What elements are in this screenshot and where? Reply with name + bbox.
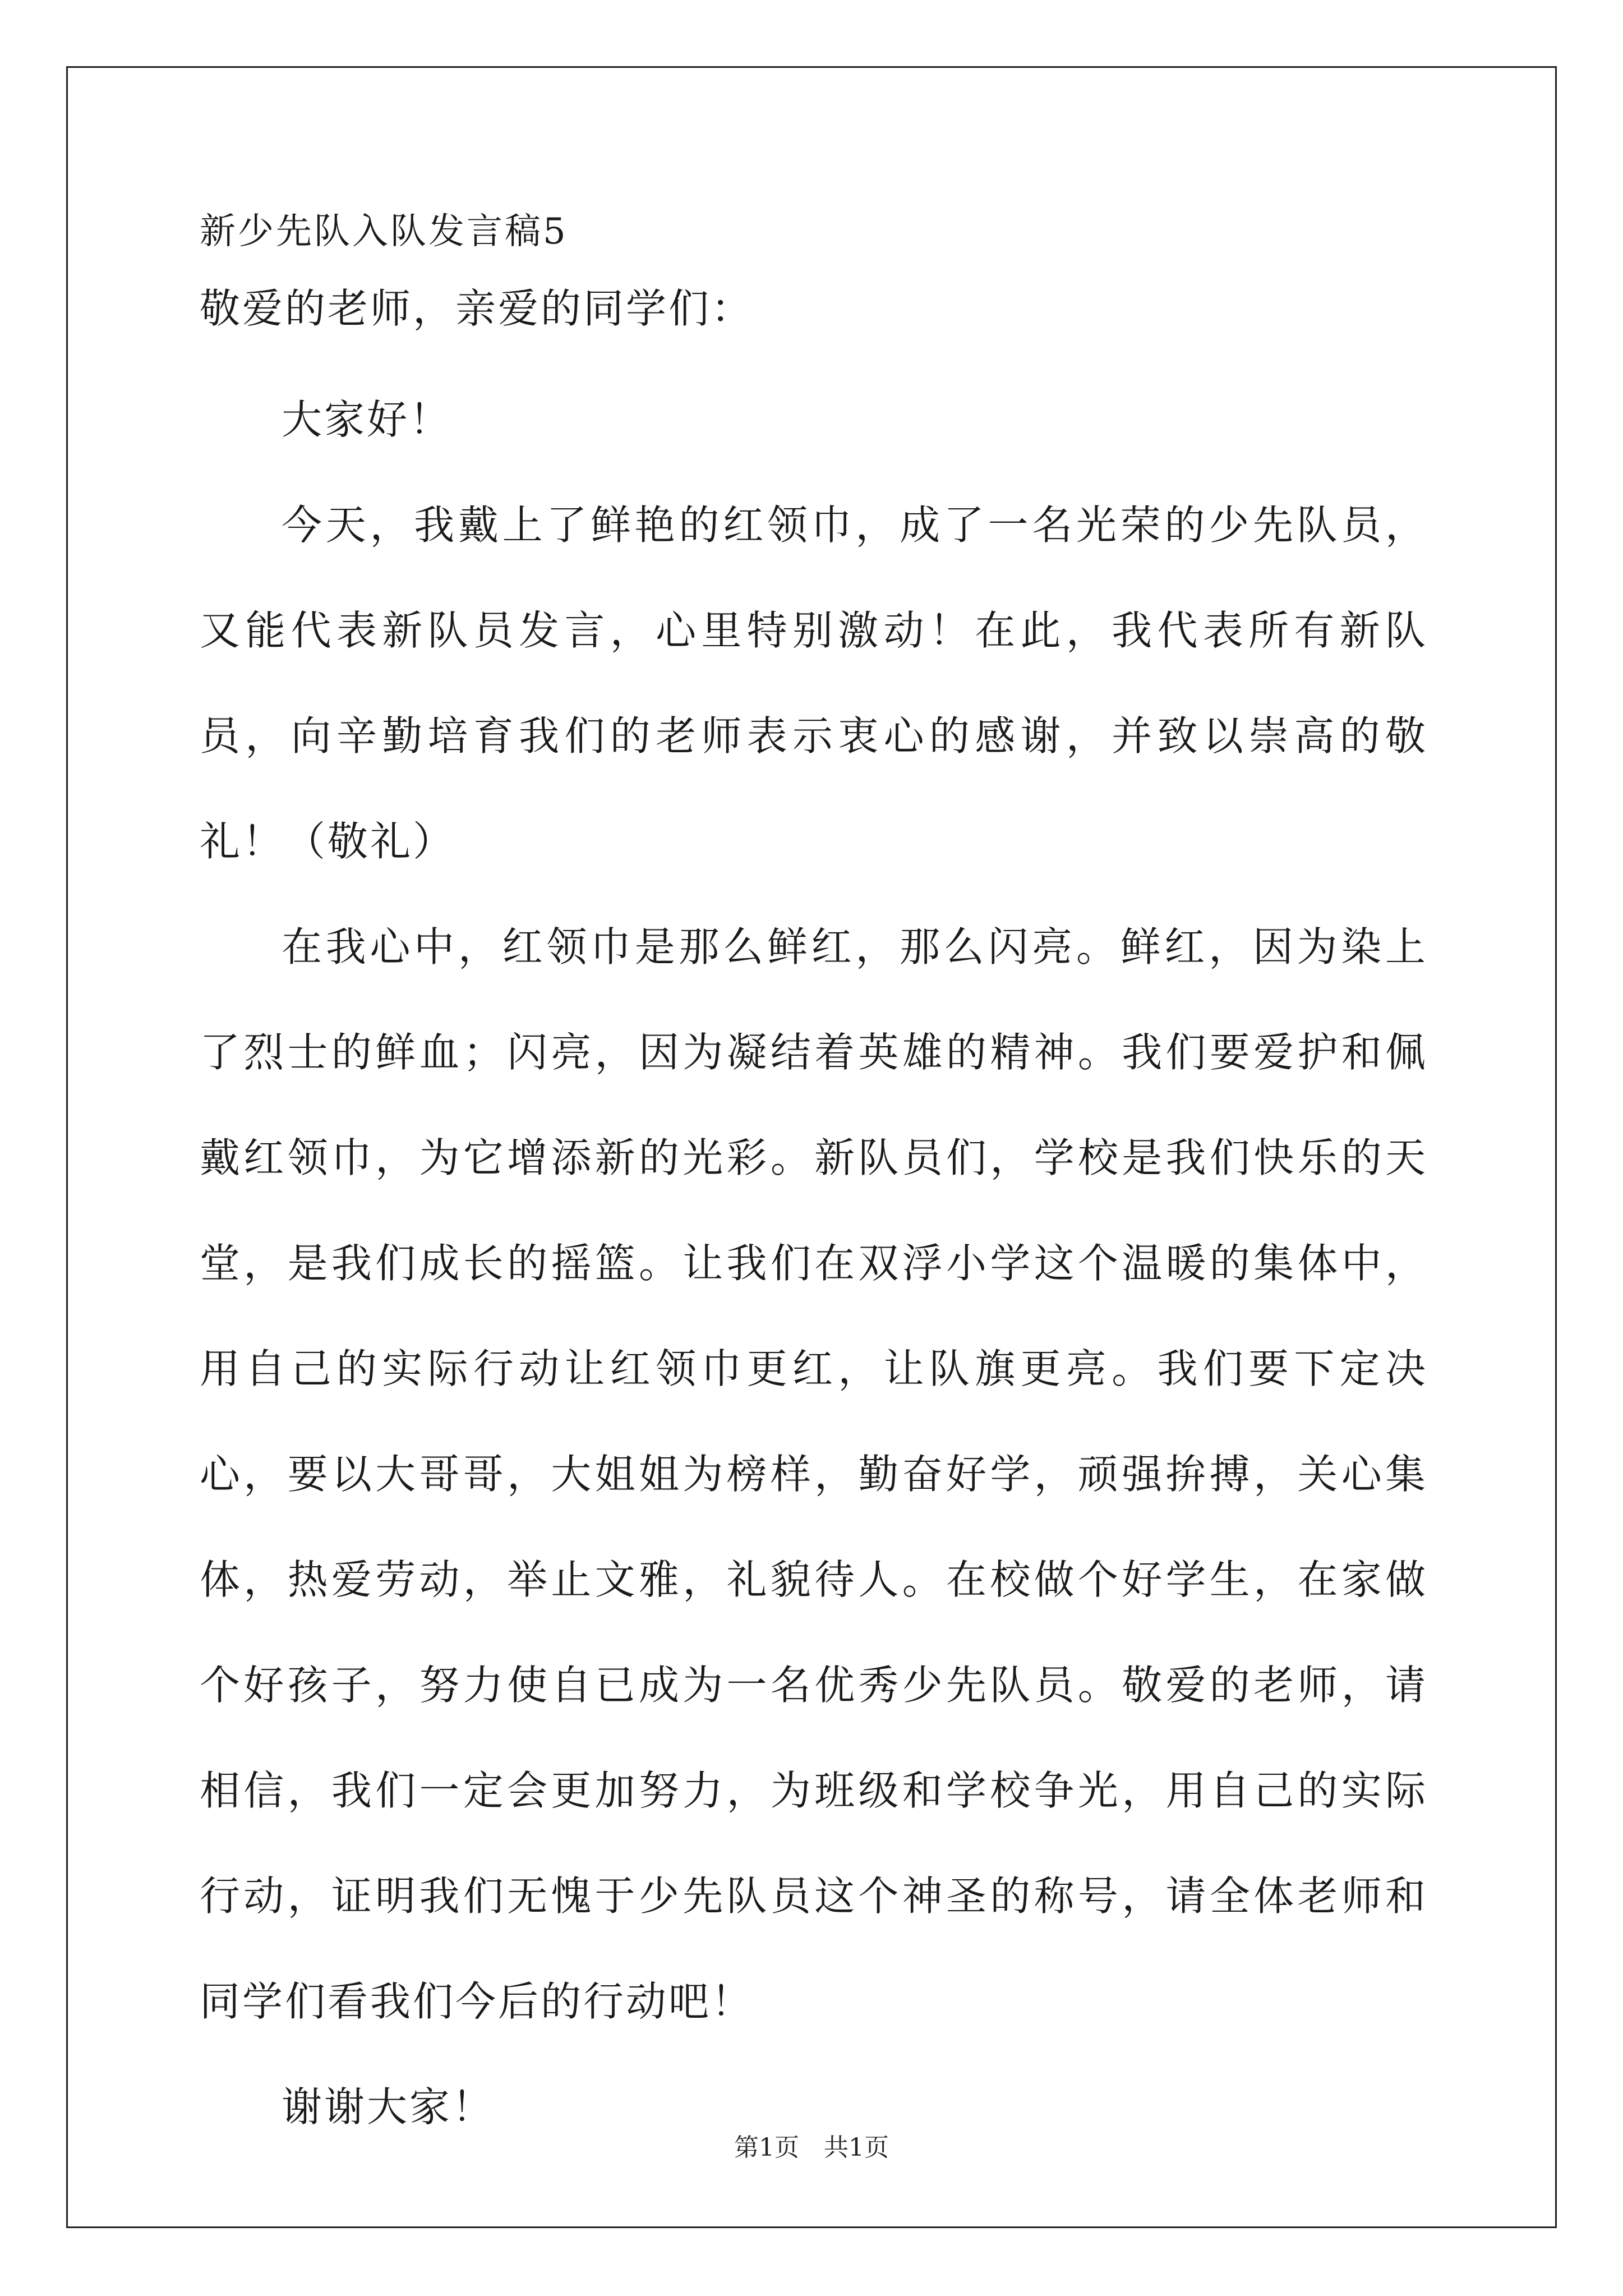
paragraph-closing: 谢谢大家！ [282,2083,495,2131]
paragraph-intro: 今天，我戴上了鲜艳的红领巾，成了一名光荣的少先队员，又能代表新队员发言，心里特别激动！在此，我代表所有新队员，向辛勤培育我们的老师表示衷心的感谢，并致以崇高的敬礼！（敬礼） [200,501,1428,865]
paragraph-body: 在我心中，红领巾是那么鲜红，那么闪亮。鲜红，因为染上了烈士的鲜血；闪亮，因为凝结着英雄的精神。我们要爱护和佩戴红领巾，为它增添新的光彩。新队员们，学校是我们快乐的天堂，是我们成长的摇篮。让我们在双浮小学这个温暖的集体中，用自己的实际行动让红领巾更红，让队旗更亮。我们要下定决心，要以大哥哥，大姐姐为榜样，勤奋好学，顽强拚搏，关心集体，热爱劳动，举止文雅，礼貌待人。在校做个好学生，在家做个好孩子，努力使自已成为一名优秀少先队员。敬爱的老师，请相信，我们一定会更加努力，为班级和学校争光，用自己的实际行动，证明我们无愧于少先队员这个神圣的称号，请全体老师和同学们看我们今后的行动吧！ [200,923,1428,2025]
document-title: 新少先队入队发言稿5 [200,211,568,252]
paragraph-greeting: 大家好！ [282,396,453,443]
salutation: 敬爱的老师，亲爱的同学们： [200,285,754,332]
document-body [200,209,1428,2160]
page-number: 第1页 共1页 [734,2133,889,2162]
